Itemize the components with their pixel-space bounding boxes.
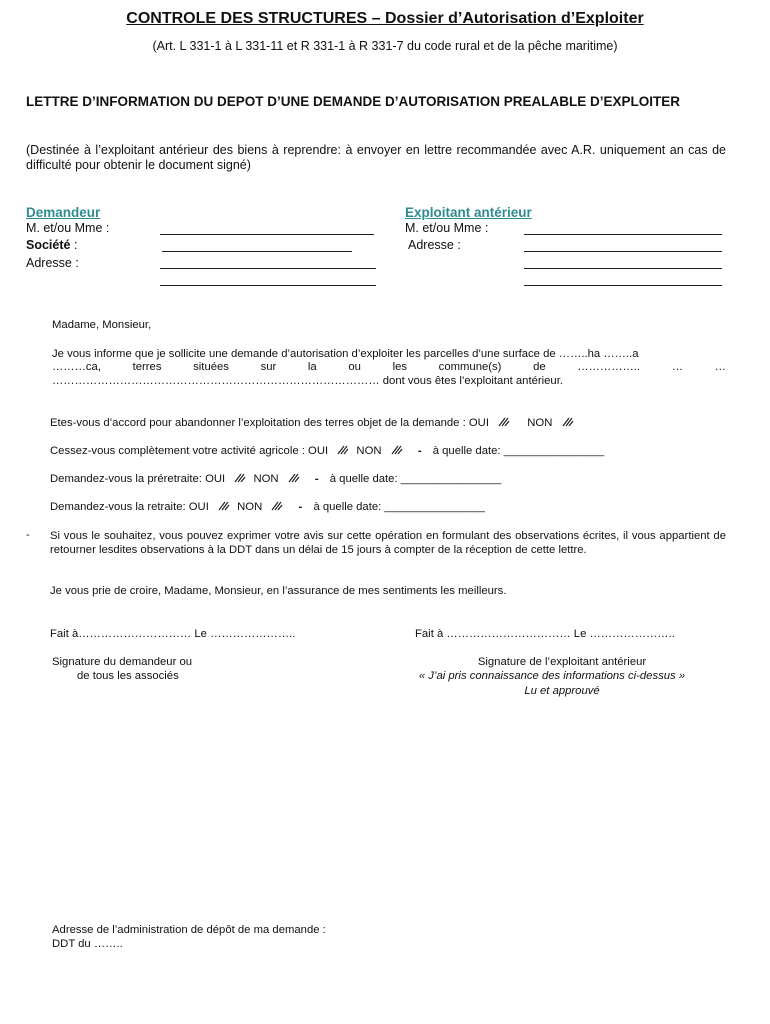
signature-demandeur-associes: de tous les associés [77, 670, 179, 682]
exploitant-address-field-2[interactable] [524, 268, 722, 269]
word: les [392, 361, 408, 373]
word: …………….. [577, 361, 641, 373]
separator-dash: - [298, 501, 303, 513]
exploitant-address-label: Adresse : [408, 238, 461, 252]
checkbox-oui-icon[interactable] [234, 473, 246, 483]
legal-reference: (Art. L 331-1 à L 331-11 et R 331-1 à R 331-7 du code rural et de la pêche maritime) [152, 39, 618, 53]
question-text: Cessez-vous complètement votre activité agricole : OUI [50, 445, 329, 457]
word: de [533, 361, 546, 373]
word: terres [132, 361, 162, 373]
word: ou [348, 361, 361, 373]
fait-a-demandeur[interactable]: Fait à………………………… Le ………………….. [50, 628, 296, 640]
signature-exploitant-mention: « J’ai pris connaissance des informations ci-dessus » [418, 670, 686, 682]
word: … [671, 361, 684, 373]
word: ………ca, [52, 361, 101, 373]
checkbox-non-icon[interactable] [562, 417, 574, 427]
fait-a-exploitant[interactable]: Fait à …………………………… Le ………………….. [415, 628, 675, 640]
demandeur-title: Demandeur [26, 205, 101, 220]
word: situées [193, 361, 229, 373]
checkbox-oui-icon[interactable] [337, 445, 349, 455]
non-label: NON [237, 501, 263, 513]
exploitant-name-field[interactable] [524, 234, 722, 235]
question-text: Demandez-vous la retraite: OUI [50, 501, 209, 513]
closing-formula: Je vous prie de croire, Madame, Monsieur, en l’assurance de mes sentiments les meilleurs. [50, 585, 507, 597]
question-text: Etes-vous d’accord pour abandonner l’exploitation des terres objet de la demande : OUI [50, 417, 489, 429]
question-cessation [50, 445, 604, 457]
checkbox-non-icon[interactable] [271, 501, 283, 511]
exploitant-address-field-3[interactable] [524, 285, 722, 286]
societe-word: Société [26, 238, 71, 252]
exploitant-title: Exploitant antérieur [405, 205, 532, 220]
demandeur-address-field-1[interactable] [160, 268, 376, 269]
checkbox-oui-icon[interactable] [498, 417, 510, 427]
separator-dash: - [417, 445, 422, 457]
demandeur-name-label: M. et/ou Mme : [26, 221, 110, 235]
intro-note: (Destinée à l’exploitant antérieur des biens à reprendre: à envoyer en lettre recommandée avec A.R. uniquement an cas de difficulté pour obtenir le document signé) [26, 143, 726, 172]
date-field[interactable]: à quelle date: ________________ [329, 473, 502, 485]
word: … [714, 361, 726, 373]
word: sur [260, 361, 277, 373]
request-line-1: Je vous informe que je sollicite une demande d’autorisation d’exploiter les parcelles d’une surface de ……..ha ……..a [52, 348, 639, 360]
ddt-field[interactable]: DDT du …….. [52, 938, 123, 950]
request-line-2 [52, 361, 726, 373]
checkbox-oui-icon[interactable] [218, 501, 230, 511]
lu-et-approuve: Lu et approuvé [524, 685, 600, 697]
date-field[interactable]: à quelle date: ________________ [432, 445, 605, 457]
demandeur-name-field[interactable] [160, 234, 374, 235]
request-line-3: …………………………………………………………………………… dont vous êtes l’exploitant antérieur. [52, 375, 563, 387]
question-abandon [50, 417, 578, 429]
observations-paragraph: Si vous le souhaitez, vous pouvez exprimer votre avis sur cette opération en formulant des observations écrites, il vous appartient de retourner lesdites observations à la DDT dans un délai de 15 jours à compter de la réception de cette lettre. [50, 530, 726, 556]
demandeur-societe-label [26, 238, 77, 252]
demandeur-societe-field[interactable] [162, 251, 352, 252]
question-retraite [50, 501, 485, 513]
non-label: NON [253, 473, 279, 485]
non-label: NON [527, 417, 553, 429]
non-label: NON [356, 445, 382, 457]
societe-colon: : [70, 238, 78, 252]
date-field[interactable]: à quelle date: ________________ [313, 501, 485, 513]
bullet-dash: - [26, 529, 30, 541]
salutation: Madame, Monsieur, [52, 319, 152, 331]
signature-exploitant-label: Signature de l’exploitant antérieur [477, 656, 647, 668]
exploitant-address-field-1[interactable] [524, 251, 722, 252]
word: commune(s) [438, 361, 502, 373]
letter-heading: LETTRE D’INFORMATION DU DEPOT D’UNE DEMANDE D’AUTORISATION PREALABLE D’EXPLOITER [26, 94, 681, 109]
separator-dash: - [314, 473, 319, 485]
administration-address-label: Adresse de l’administration de dépôt de ma demande : [52, 924, 326, 936]
demandeur-address-label: Adresse : [26, 256, 79, 270]
page-title: CONTROLE DES STRUCTURES – Dossier d’Autorisation d’Exploiter [126, 10, 644, 27]
question-preretraite [50, 473, 501, 485]
checkbox-non-icon[interactable] [391, 445, 403, 455]
word: la [307, 361, 317, 373]
signature-demandeur-label: Signature du demandeur ou [52, 656, 193, 668]
question-text: Demandez-vous la préretraite: OUI [50, 473, 226, 485]
demandeur-address-field-2[interactable] [160, 285, 376, 286]
exploitant-name-label: M. et/ou Mme : [405, 221, 489, 235]
checkbox-non-icon[interactable] [288, 473, 300, 483]
